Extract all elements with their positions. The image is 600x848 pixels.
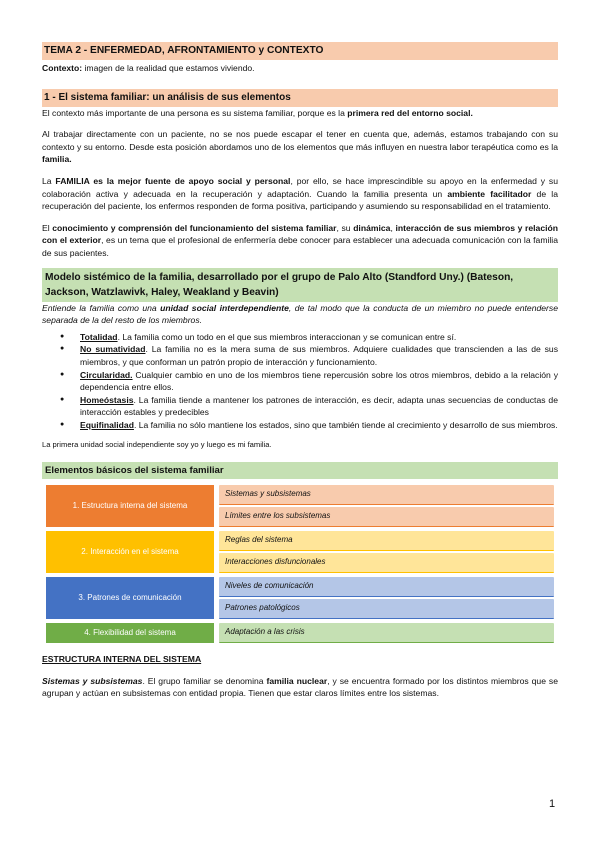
diagram-cell: Límites entre los subsistemas <box>219 507 554 527</box>
diagram-cell: Adaptación a las crisis <box>219 623 554 643</box>
list-text: Cualquier cambio en uno de los miembros tiene repercusión sobre los otros miembros, debido a la relación y dependencia entre ellos. <box>80 369 558 393</box>
modelo-list <box>42 331 558 432</box>
section1-para2 <box>42 128 558 166</box>
text-run-bold: dinámica <box>353 222 391 233</box>
list-item <box>80 331 558 344</box>
diagram-cell: Interacciones disfuncionales <box>219 553 554 573</box>
text-run-bold: primera red del entorno social. <box>347 107 473 118</box>
text-run: , de tal modo que la conducta de un miembro no puede entenderse separada de la del resto de los miembros. <box>42 302 558 326</box>
modelo-heading: Modelo sistémico de la familia, desarrollado por el grupo de Palo Alto (Standford Uny.) (Bateson, Jackson, Watzlawivk, Haley, Weakland y Beavin) <box>42 268 558 302</box>
text-run: Entiende la familia como una <box>42 302 161 313</box>
list-item <box>80 419 558 432</box>
diagram-cell: Patrones patológicos <box>219 599 554 619</box>
page-number: 1 <box>549 798 556 810</box>
text-run-bold: Sistemas y subsistemas <box>42 675 143 686</box>
text-run-bold: ambiente facilitador <box>447 188 532 199</box>
section1-heading: 1 - El sistema familiar: un análisis de sus elementos <box>42 89 558 107</box>
section1-para1 <box>42 107 558 120</box>
estructura-para <box>42 675 558 700</box>
text-run: Al trabajar directamente con un paciente, no se nos puede escapar el tener en cuenta que, además, estamos trabajando con su contexto y su entorno. Desde esta posición abordamos uno de los elementos que más influyen en nuestra labor terapéutica como es la <box>42 129 558 152</box>
modelo-note: La primera unidad social independiente soy yo y luego es mi familia. <box>42 440 272 450</box>
text-run: , su <box>336 222 354 233</box>
list-term: Homeóstasis <box>80 394 134 405</box>
diagram-cell: Reglas del sistema <box>219 531 554 551</box>
diagram-block-interaccion: 2. Interacción en el sistema <box>46 531 214 573</box>
diagram-cell: Sistemas y subsistemas <box>219 485 554 505</box>
list-term: Equifinalidad <box>80 419 134 430</box>
section1-para4 <box>42 222 558 260</box>
text-run: . El grupo familiar se denomina <box>142 675 267 686</box>
text-run: El contexto más importante de una persona es su sistema familiar, porque es la <box>42 107 348 118</box>
text-run-bold: interacción de sus miembros y relación con el exterior <box>42 222 558 246</box>
list-text: . La familia no es la mera suma de sus miembros. Adquiere cualidades que transcienden a las de sus miembros, y que conforman un patrón propio de interacción y funcionamiento. <box>80 344 558 367</box>
text-run: , es un tema que el profesional de enfermería debe conocer para establecer una adecuada comunicación con la familia de sus pacientes. <box>42 235 559 258</box>
diagram-block-estructura: 1. Estructura interna del sistema <box>46 485 214 527</box>
contexto-line <box>42 62 558 75</box>
elementos-diagram <box>42 485 558 643</box>
text-run-bold: familia nuclear <box>266 675 328 686</box>
text-run-bold: unidad social interdependiente <box>160 302 289 313</box>
page-title: TEMA 2 - ENFERMEDAD, AFRONTAMIENTO y CONTEXTO <box>42 42 558 60</box>
modelo-intro <box>42 302 558 327</box>
elementos-heading: Elementos básicos del sistema familiar <box>42 462 558 479</box>
contexto-label: Contexto: <box>42 63 83 73</box>
text-run-bold: FAMILIA es la mejor fuente de apoyo social y personal <box>55 175 291 186</box>
diagram-cell: Niveles de comunicación <box>219 577 554 597</box>
text-run: , <box>390 222 396 233</box>
list-item <box>80 369 558 394</box>
list-term: Totalidad <box>80 331 118 342</box>
text-run: , y se encuentra formado por los distintos miembros que se agrupan y actúan en subsistemas con entidad propia. Tienen que estar claros límites entre los sistemas. <box>42 675 558 699</box>
text-run: La <box>42 175 56 186</box>
list-text: . La familia como un todo en el que sus miembros interaccionan y se comunican entre sí. <box>117 331 457 342</box>
list-text: . La familia tiende a mantener los patrones de interacción, es decir, adapta unas secuencias de conductas de interacción estables y predecibles <box>80 394 558 418</box>
section1-para3 <box>42 175 558 213</box>
text-run-bold: familia. <box>42 154 72 165</box>
text-run: El <box>42 222 53 233</box>
list-item <box>80 343 558 368</box>
contexto-text: imagen de la realidad que estamos viviendo. <box>82 63 255 73</box>
text-run: de la recuperación del paciente, los enfermos responden de forma positiva, participando y asumiendo su responsabilidad en el tratamiento. <box>42 188 558 212</box>
list-term: Circularidad. <box>80 369 133 380</box>
diagram-block-flexibilidad: 4. Flexibilidad del sistema <box>46 623 214 643</box>
text-run: , por ello, se hace imprescindible su apoyo en la enfermedad y su colaboración activa y adecuada en la recuperación y adaptación. Cuando la familia presenta un <box>42 175 558 199</box>
document-page <box>42 42 558 700</box>
list-term: No sumatividad <box>80 344 146 355</box>
list-item <box>80 394 558 419</box>
diagram-block-patrones: 3. Patrones de comunicación <box>46 577 214 619</box>
text-run-bold: conocimiento y comprensión del funcionamiento del sistema familiar <box>52 222 337 233</box>
list-text: . La familia no sólo mantiene los estados, sino que también tiende al crecimiento y desarrollo de sus miembros. <box>133 419 558 430</box>
estructura-heading: ESTRUCTURA INTERNA DEL SISTEMA <box>42 654 202 665</box>
